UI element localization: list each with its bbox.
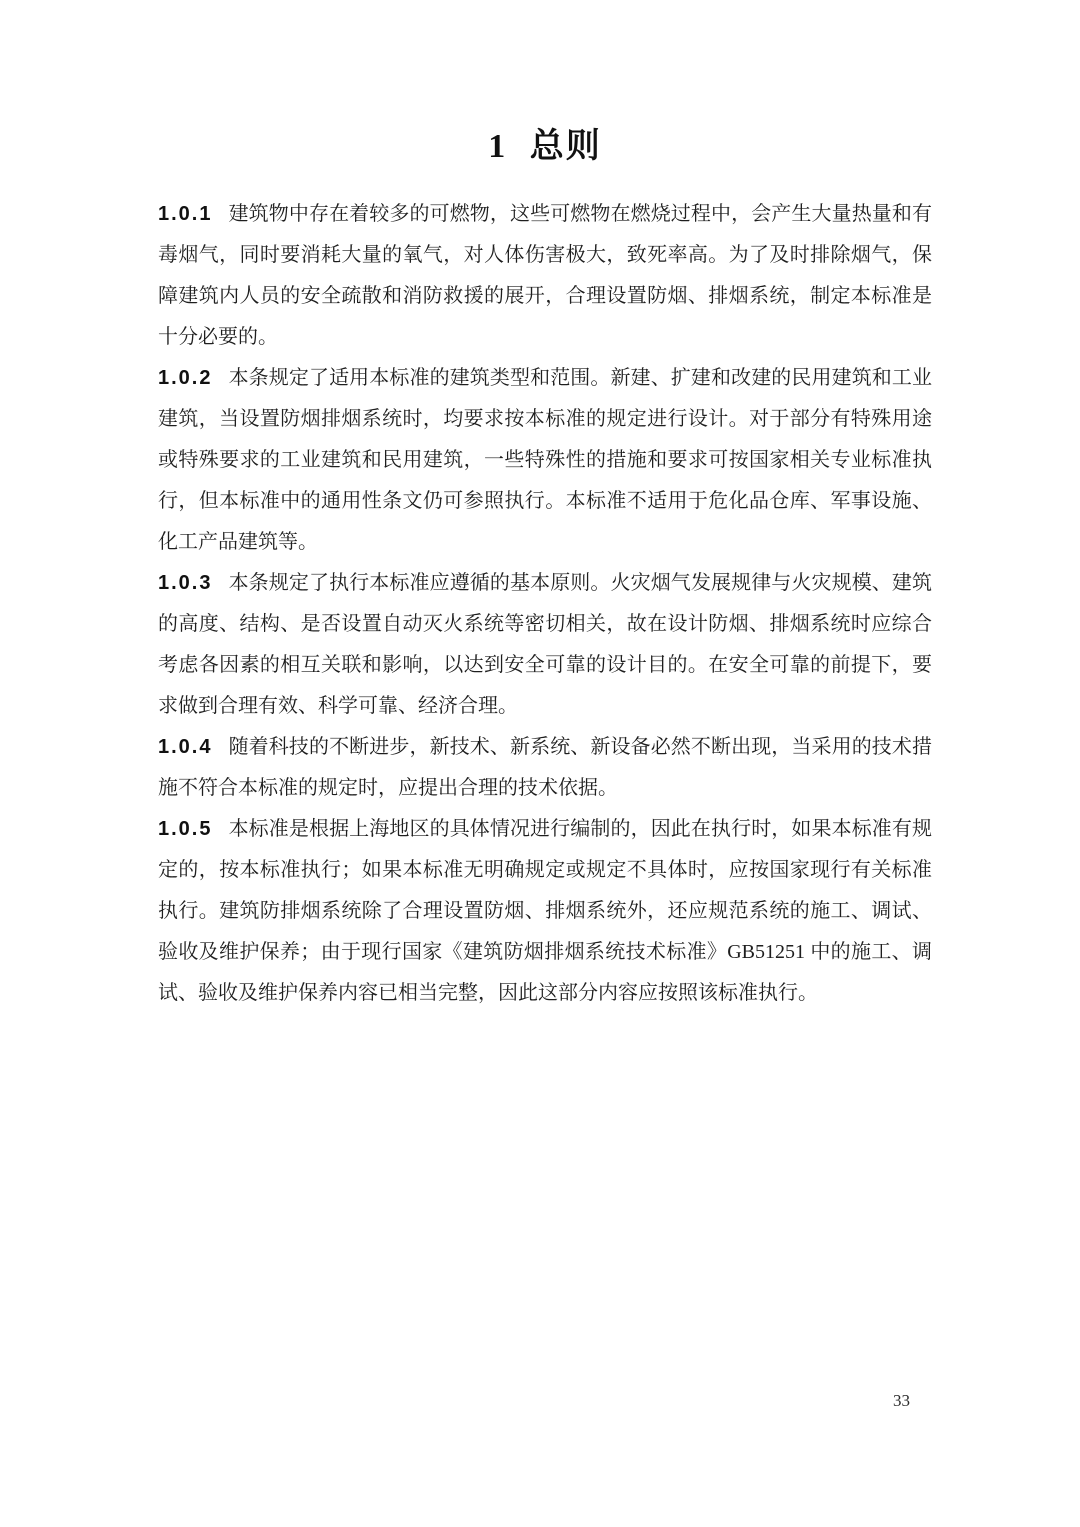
clause-text: 本标准是根据上海地区的具体情况进行编制的，因此在执行时，如果本标准有规定的，按本标准执行；如果本标准无明确规定或规定不具体时，应按国家现行有关标准执行。建筑防排烟系统除了合理设置防烟、排烟系统外，还应规范系统的施工、调试、验收及维护保养；由于现行国家《建筑防烟排烟系统技术标准》GB51251 中的施工、调试、验收及维护保养内容已相当完整，因此这部分内容应按照该标准执行。 (158, 818, 932, 1004)
clause-number: 1.0.2 (158, 367, 213, 389)
clause-number: 1.0.4 (158, 736, 213, 758)
clause-text: 本条规定了执行本标准应遵循的基本原则。火灾烟气发展规律与火灾规模、建筑的高度、结构、是否设置自动灭火系统等密切相关，故在设计防烟、排烟系统时应综合考虑各因素的相互关联和影响，以达到安全可靠的设计目的。在安全可靠的前提下，要求做到合理有效、科学可靠、经济合理。 (158, 572, 932, 717)
page-title: 1 总则 (488, 128, 602, 165)
clause-number: 1.0.5 (158, 818, 213, 840)
clause-text: 本条规定了适用本标准的建筑类型和范围。新建、扩建和改建的民用建筑和工业建筑，当设置防烟排烟系统时，均要求按本标准的规定进行设计。对于部分有特殊用途或特殊要求的工业建筑和民用建筑，一些特殊性的措施和要求可按国家相关专业标准执行，但本标准中的通用性条文仍可参照执行。本标准不适用于危化品仓库、军事设施、化工产品建筑等。 (158, 367, 932, 553)
clause-number: 1.0.1 (158, 203, 213, 225)
clause-number: 1.0.3 (158, 572, 213, 594)
clause-1-0-4 (158, 727, 932, 809)
clause-1-0-3 (158, 563, 932, 727)
clause-text: 建筑物中存在着较多的可燃物，这些可燃物在燃烧过程中，会产生大量热量和有毒烟气，同时要消耗大量的氧气，对人体伤害极大，致死率高。为了及时排除烟气，保障建筑内人员的安全疏散和消防救援的展开，合理设置防烟、排烟系统，制定本标准是十分必要的。 (158, 203, 932, 348)
clause-1-0-5 (158, 809, 932, 1014)
page-number: 33 (893, 1391, 910, 1410)
clause-text: 随着科技的不断进步，新技术、新系统、新设备必然不断出现，当采用的技术措施不符合本标准的规定时，应提出合理的技术依据。 (158, 736, 932, 799)
clause-1-0-2 (158, 358, 932, 563)
clause-1-0-1 (158, 194, 932, 358)
